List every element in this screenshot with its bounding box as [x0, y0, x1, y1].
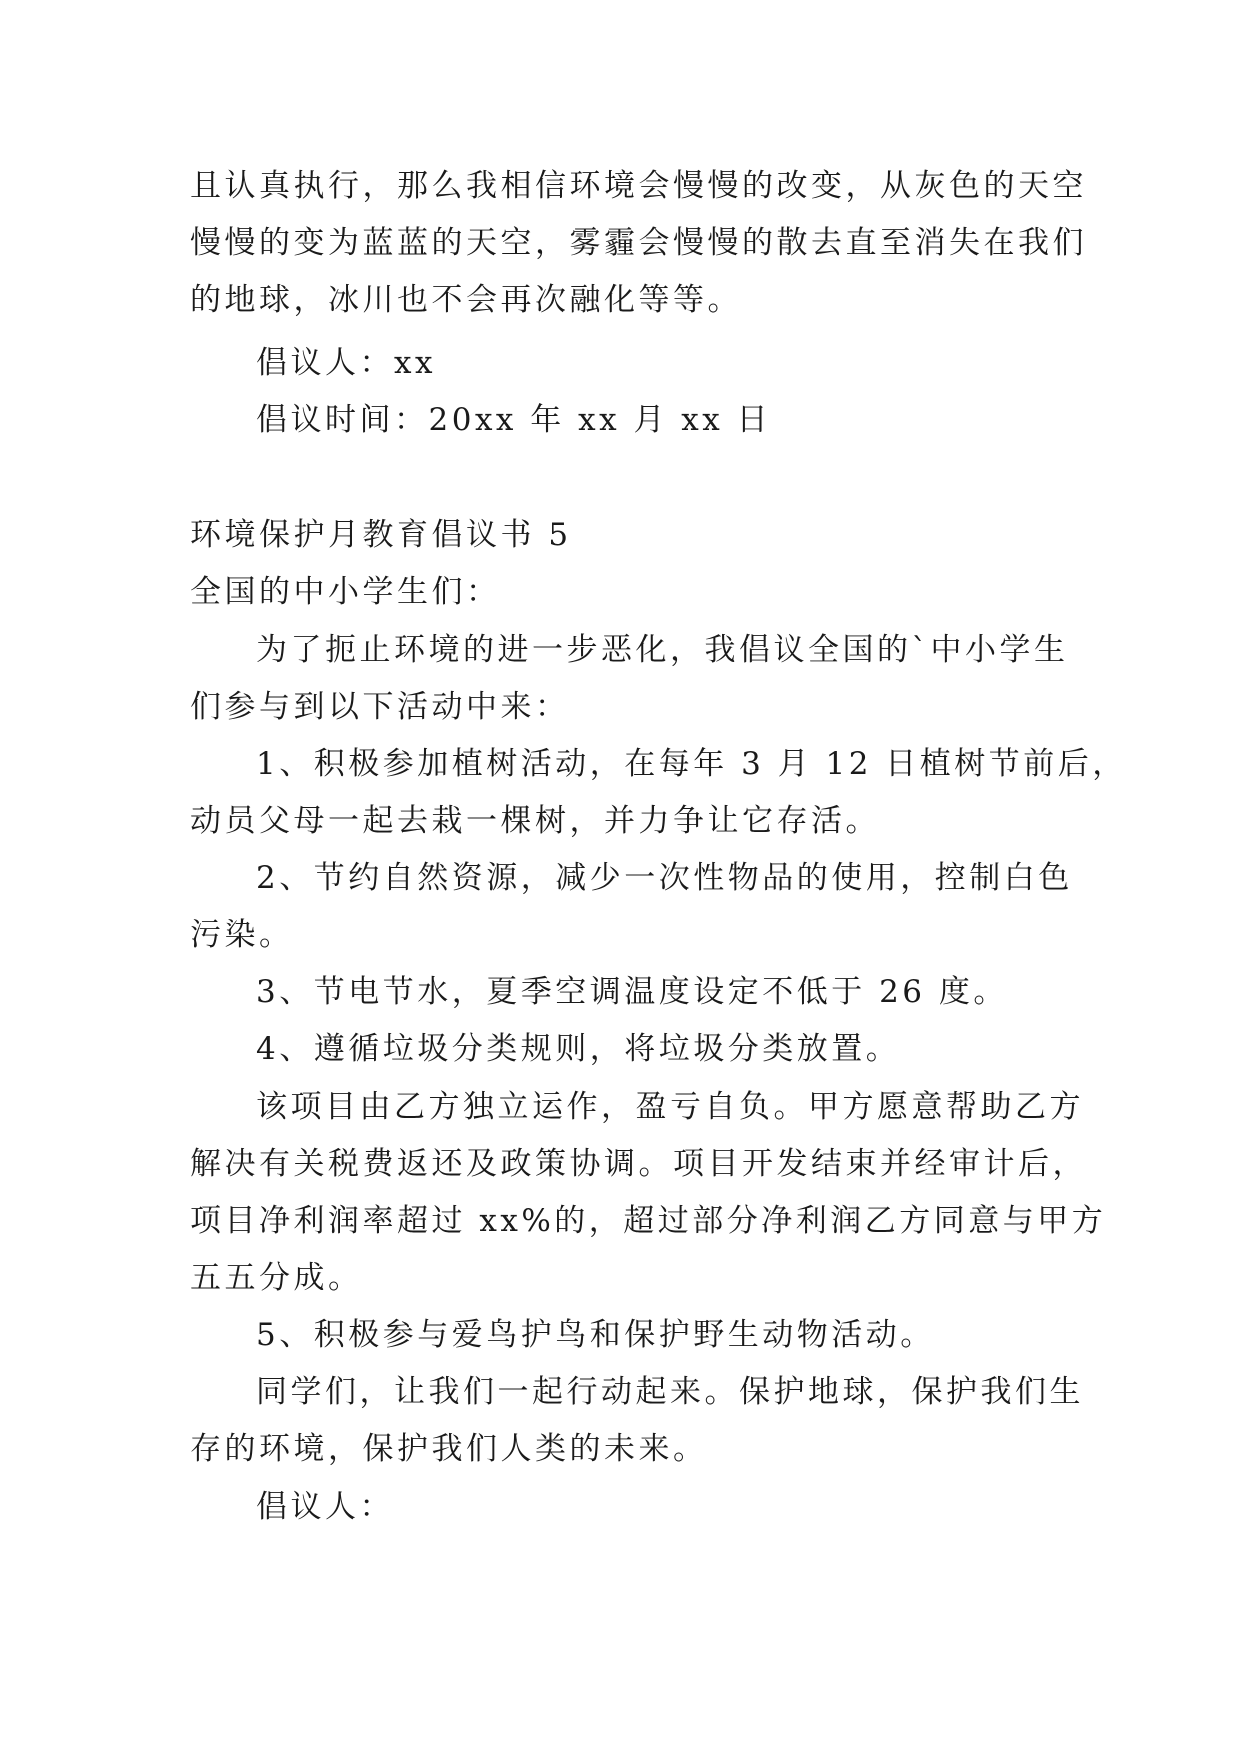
- text-line: 存的环境，保护我们人类的未来。: [190, 1431, 708, 1467]
- text-line: 五五分成。: [190, 1260, 363, 1296]
- text-line: 为了扼止环境的进一步恶化，我倡议全国的`中小学生: [256, 632, 1069, 668]
- signatory-line: 倡议人：: [256, 1489, 394, 1525]
- text-line: 该项目由乙方独立运作，盈亏自负。甲方愿意帮助乙方: [256, 1089, 1084, 1125]
- list-item: 3、节电节水，夏季空调温度设定不低于 26 度。: [256, 974, 1008, 1010]
- list-item: 1、积极参加植树活动，在每年 3 月 12 日植树节前后，: [256, 746, 1127, 782]
- text-line: 解决有关税费返还及政策协调。项目开发结束并经审计后，: [190, 1146, 1087, 1182]
- signatory-line: 倡议人：xx: [256, 345, 436, 381]
- section-title: 环境保护月教育倡议书 5: [190, 517, 572, 553]
- list-item: 2、节约自然资源，减少一次性物品的使用，控制白色: [256, 860, 1073, 896]
- text-line: 们参与到以下活动中来：: [190, 689, 570, 725]
- text-line: 污染。: [190, 917, 294, 953]
- text-line: 慢慢的变为蓝蓝的天空，雾霾会慢慢的散去直至消失在我们: [190, 225, 1087, 261]
- text-line: 项目净利润率超过 xx%的，超过部分净利润乙方同意与甲方: [190, 1203, 1107, 1239]
- list-item: 5、积极参与爱鸟护鸟和保护野生动物活动。: [256, 1317, 935, 1353]
- text-line: 同学们，让我们一起行动起来。保护地球，保护我们生: [256, 1374, 1084, 1410]
- date-line: 倡议时间：20xx 年 xx 月 xx 日: [256, 402, 772, 438]
- text-line: 动员父母一起去栽一棵树，并力争让它存活。: [190, 803, 880, 839]
- text-line: 的地球，冰川也不会再次融化等等。: [190, 282, 742, 318]
- text-line: 且认真执行，那么我相信环境会慢慢的改变，从灰色的天空: [190, 168, 1087, 204]
- list-item: 4、遵循垃圾分类规则，将垃圾分类放置。: [256, 1031, 901, 1067]
- salutation: 全国的中小学生们：: [190, 574, 501, 610]
